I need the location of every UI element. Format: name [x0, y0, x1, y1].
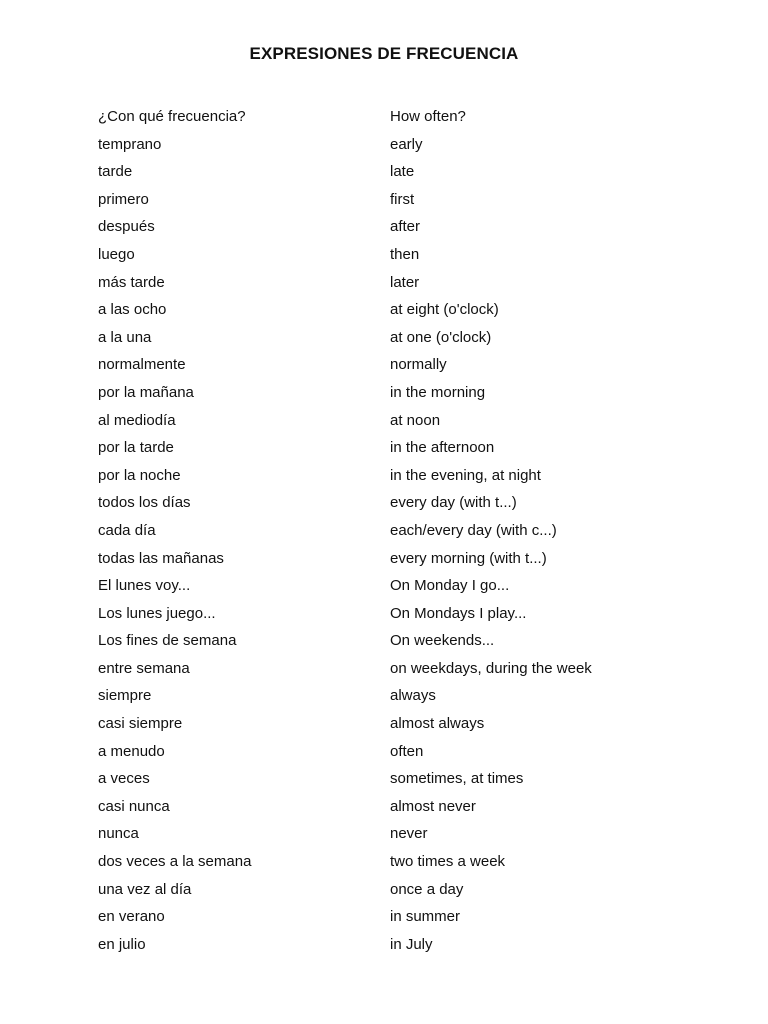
spanish-expression: por la tarde [98, 439, 174, 457]
english-translation: at one (o'clock) [390, 328, 492, 346]
spanish-expression: Los fines de semana [98, 632, 237, 650]
spanish-expression: primero [98, 190, 149, 208]
spanish-expression: por la mañana [98, 383, 194, 401]
vocab-row [0, 765, 768, 793]
spanish-expression: dos veces a la semana [98, 853, 252, 871]
spanish-expression: siempre [98, 687, 152, 705]
vocab-row [0, 931, 768, 959]
spanish-expression: a las ocho [98, 301, 167, 319]
english-translation: on weekdays, during the week [390, 659, 592, 677]
english-translation: often [390, 742, 424, 760]
english-translation: normally [390, 356, 447, 374]
vocab-row [0, 158, 768, 186]
english-translation: every day (with t...) [390, 494, 517, 512]
english-translation: On Mondays I play... [390, 604, 527, 622]
english-translation: How often? [390, 108, 466, 125]
vocab-row [0, 462, 768, 490]
vocab-row [0, 296, 768, 324]
english-translation: in the morning [390, 383, 486, 401]
spanish-expression: casi nunca [98, 797, 170, 815]
vocab-row [0, 738, 768, 766]
english-translation: first [390, 190, 415, 208]
vocab-row [0, 489, 768, 517]
spanish-expression: normalmente [98, 356, 186, 374]
english-translation: never [390, 825, 428, 843]
spanish-expression: tarde [98, 163, 133, 181]
vocab-row [0, 324, 768, 352]
spanish-expression: temprano [98, 135, 162, 153]
english-translation: almost always [390, 715, 485, 733]
english-translation: after [390, 218, 421, 236]
vocab-row [0, 793, 768, 821]
spanish-expression: al mediodía [98, 411, 176, 429]
english-translation: at eight (o'clock) [390, 301, 499, 319]
spanish-expression: Los lunes juego... [98, 604, 216, 622]
vocab-row [0, 131, 768, 159]
english-translation: then [390, 245, 420, 263]
vocab-row [0, 876, 768, 904]
english-translation: always [390, 687, 436, 705]
spanish-expression: entre semana [98, 659, 190, 677]
spanish-expression: a la una [98, 328, 152, 346]
spanish-expression: después [98, 218, 155, 236]
spanish-expression: en julio [98, 935, 146, 953]
vocab-row [0, 379, 768, 407]
english-translation: almost never [390, 797, 476, 815]
english-translation: On weekends... [390, 632, 495, 650]
vocab-row [0, 351, 768, 379]
spanish-expression: una vez al día [98, 880, 192, 898]
english-translation: at noon [390, 411, 441, 429]
english-translation: in July [390, 935, 433, 953]
spanish-expression: cada día [98, 521, 156, 539]
page-title: EXPRESIONES DE FRECUENCIA [249, 44, 519, 63]
english-translation: late [390, 163, 415, 181]
english-translation: every morning (with t...) [390, 549, 547, 567]
english-translation: in the evening, at night [390, 466, 541, 484]
spanish-expression: por la noche [98, 466, 181, 484]
vocab-row [0, 710, 768, 738]
spanish-expression: todos los días [98, 494, 191, 512]
spanish-expression: luego [98, 245, 135, 263]
english-translation: in the afternoon [390, 439, 495, 457]
spanish-expression: todas las mañanas [98, 549, 224, 567]
vocab-row [0, 655, 768, 683]
vocab-row [0, 820, 768, 848]
english-translation: two times a week [390, 853, 506, 871]
vocab-row [0, 627, 768, 655]
spanish-expression: ¿Con qué frecuencia? [98, 108, 246, 125]
spanish-expression: en verano [98, 908, 165, 926]
vocab-row [0, 241, 768, 269]
vocabulary-list [0, 103, 768, 958]
vocab-row [0, 600, 768, 628]
vocab-row [0, 572, 768, 600]
vocab-row [0, 517, 768, 545]
vocab-row [0, 269, 768, 297]
spanish-expression: a veces [98, 770, 150, 788]
english-translation: each/every day (with c...) [390, 521, 557, 539]
english-translation: On Monday I go... [390, 577, 510, 595]
spanish-expression: casi siempre [98, 715, 183, 733]
spanish-expression: a menudo [98, 742, 165, 760]
english-translation: sometimes, at times [390, 770, 524, 788]
spanish-expression: más tarde [98, 273, 165, 291]
vocab-row [0, 407, 768, 435]
english-translation: in summer [390, 908, 461, 926]
vocab-row [0, 903, 768, 931]
vocab-row [0, 545, 768, 573]
english-translation: early [390, 135, 423, 153]
english-translation: once a day [390, 880, 464, 898]
spanish-expression: nunca [98, 825, 139, 843]
vocab-row [0, 848, 768, 876]
vocab-row [0, 434, 768, 462]
english-translation: later [390, 273, 420, 291]
vocab-row [0, 186, 768, 214]
vocab-row [0, 103, 768, 131]
vocab-row [0, 682, 768, 710]
spanish-expression: El lunes voy... [98, 577, 191, 595]
vocab-row [0, 213, 768, 241]
